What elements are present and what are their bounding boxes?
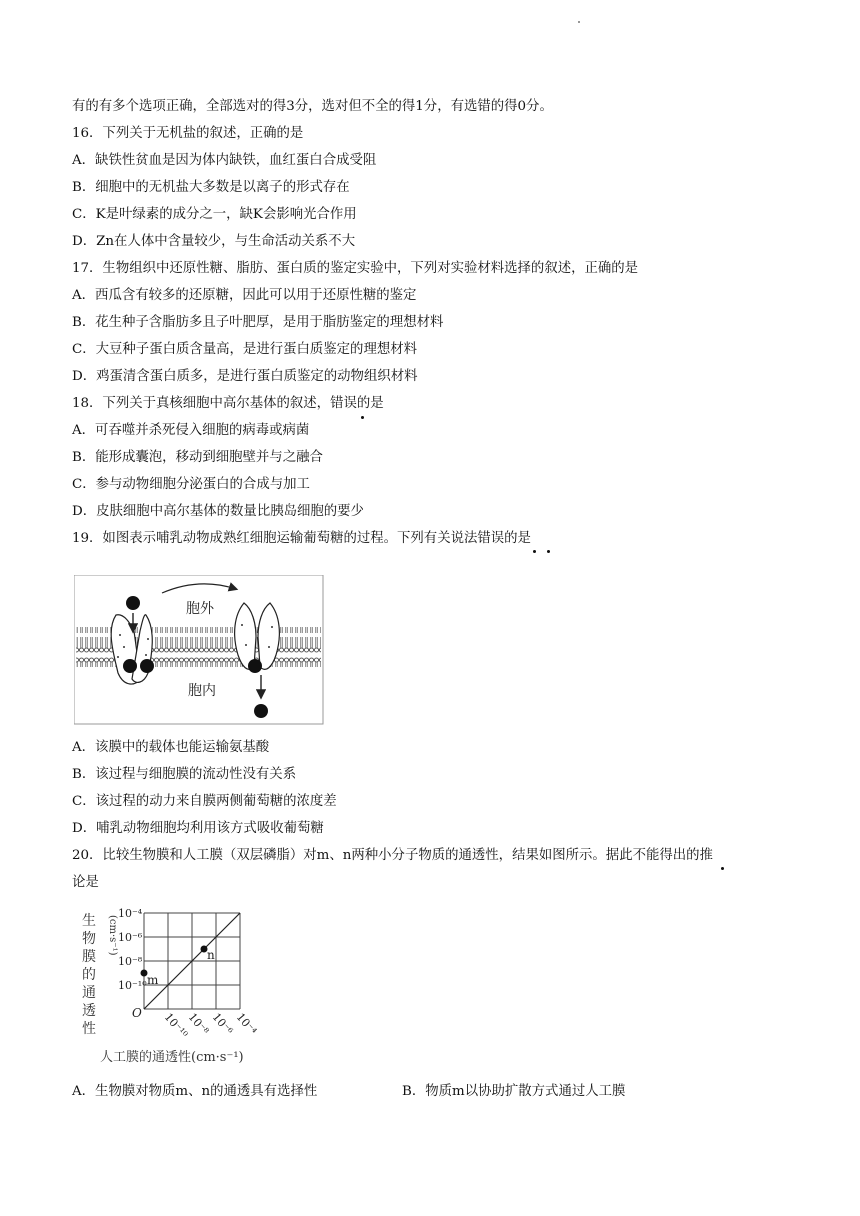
q19-option-b: B．该过程与细胞膜的流动性没有关系	[72, 767, 297, 782]
q20-option-b: B．物质m以协助扩散方式通过人工膜	[402, 1084, 626, 1099]
y-tick-label: 10⁻⁶	[118, 931, 143, 944]
emphasis-dot	[533, 550, 536, 553]
y-axis-label-char: 通	[82, 985, 96, 1001]
y-axis-label-char: 透	[82, 1003, 96, 1019]
q17-stem: 17．生物组织中还原性糖、脂肪、蛋白质的鉴定实验中，下列对实验材料选择的叙述，正确的是	[72, 261, 639, 276]
q16-option-a: A．缺铁性贫血是因为体内缺铁，血红蛋白合成受阻	[72, 153, 377, 168]
glucose-molecule	[123, 659, 137, 673]
y-axis-label-char: 的	[82, 967, 96, 983]
q17-option-d: D．鸡蛋清含蛋白质多，是进行蛋白质鉴定的动物组织材料	[72, 369, 418, 384]
q20-stem-cont: 论是	[72, 875, 99, 890]
point-label-n: n	[207, 948, 215, 962]
q19-option-a: A．该膜中的载体也能运输氨基酸	[72, 740, 270, 755]
q18-option-d: D．皮肤细胞中高尔基体的数量比胰岛细胞的要少	[72, 504, 364, 519]
emphasis-dot	[547, 550, 550, 553]
y-tick-label: 10⁻¹⁰	[118, 979, 147, 992]
x-tick-label: 10⁻⁴	[233, 1010, 260, 1038]
q18-option-a: A．可吞噬并杀死侵入细胞的病毒或病菌	[72, 423, 310, 438]
header-dot	[578, 21, 580, 23]
emphasis-dot	[361, 416, 364, 419]
q18-stem: 18．下列关于真核细胞中高尔基体的叙述，错误的是	[72, 396, 384, 411]
y-tick-label: 10⁻⁴	[118, 907, 143, 920]
q17-option-c: C．大豆种子蛋白质含量高，是进行蛋白质鉴定的理想材料	[72, 342, 418, 357]
q16-option-d: D．Zn在人体中含量较少，与生命活动关系不大	[72, 234, 356, 249]
q19-option-d: D．哺乳动物细胞均利用该方式吸收葡萄糖	[72, 821, 324, 836]
x-axis-label: 人工膜的通透性(cm·s⁻¹)	[100, 1050, 244, 1065]
glucose-molecule	[248, 659, 262, 673]
q16-option-c: C．K是叶绿素的成分之一，缺K会影响光合作用	[72, 207, 357, 222]
q19-stem: 19．如图表示哺乳动物成熟红细胞运输葡萄糖的过程。下列有关说法错误的是	[72, 531, 531, 546]
origin-label: O	[132, 1006, 142, 1020]
y-axis-label-char: 膜	[82, 949, 96, 965]
label-outside: 胞外	[186, 601, 214, 617]
y-axis-label-char: 物	[82, 931, 96, 947]
glucose-molecule	[140, 659, 154, 673]
x-tick-label: 10⁻¹⁰	[161, 1010, 191, 1041]
y-axis-label-char: 性	[82, 1021, 96, 1037]
q18-option-b: B．能形成囊泡，移动到细胞壁并与之融合	[72, 450, 323, 465]
y-axis-unit: (cm·s⁻¹)	[107, 915, 118, 956]
q20-option-a: A．生物膜对物质m、n的通透具有选择性	[72, 1084, 318, 1099]
glucose-molecule	[126, 596, 140, 610]
q17-option-a: A．西瓜含有较多的还原糖，因此可以用于还原性糖的鉴定	[72, 288, 417, 303]
q18-option-c: C．参与动物细胞分泌蛋白的合成与加工	[72, 477, 310, 492]
label-inside: 胞内	[188, 683, 216, 699]
point-label-m: m	[147, 973, 159, 987]
permeability-chart	[74, 905, 314, 1075]
glucose-transport-figure	[74, 575, 324, 725]
section-intro: 有的有多个选项正确，全部选对的得3分，选对但不全的得1分，有选错的得0分。	[72, 99, 553, 114]
emphasis-dot	[721, 867, 724, 870]
q20-stem: 20．比较生物膜和人工膜（双层磷脂）对m、n两种小分子物质的通透性，结果如图所示。据此不能得出的推	[72, 848, 713, 863]
y-axis-label-char: 生	[82, 913, 96, 929]
q16-option-b: B．细胞中的无机盐大多数是以离子的形式存在	[72, 180, 350, 195]
q19-option-c: C．该过程的动力来自膜两侧葡萄糖的浓度差	[72, 794, 337, 809]
x-tick-label: 10⁻⁶	[209, 1010, 236, 1038]
q16-stem: 16．下列关于无机盐的叙述，正确的是	[72, 126, 304, 141]
q17-option-b: B．花生种子含脂肪多且子叶肥厚，是用于脂肪鉴定的理想材料	[72, 315, 444, 330]
glucose-molecule	[254, 704, 268, 718]
y-tick-label: 10⁻⁸	[118, 955, 143, 968]
x-tick-label: 10⁻⁸	[185, 1010, 212, 1038]
